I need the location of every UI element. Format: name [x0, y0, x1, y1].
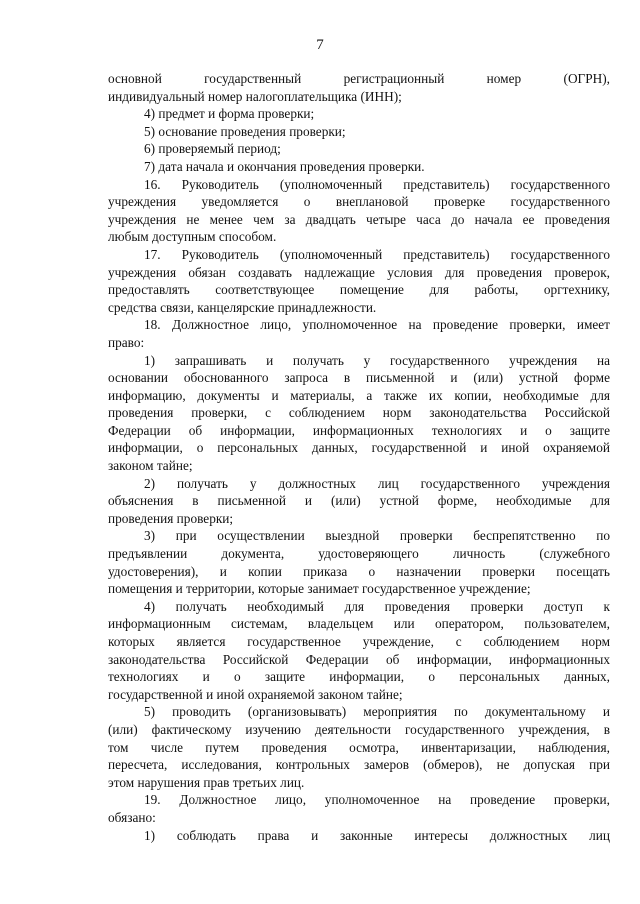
text-line: обязано: [108, 809, 156, 825]
text-line: 18. Должностное лицо, уполномоченное на проведение проверки, имеет [144, 317, 610, 333]
text-line: том числе путем проведения осмотра, инвентаризации, наблюдения, [108, 739, 610, 755]
text-line: учреждения не менее чем за двадцать четыре часа до начала ее проведения [108, 211, 610, 227]
document-body [108, 70, 610, 844]
text-line: право: [108, 334, 145, 350]
text-line: 5) основание проведения проверки; [144, 123, 346, 139]
text-line: 2) получать у должностных лиц государственного учреждения [144, 475, 610, 491]
text-line: (или) фактическому изучению деятельности государственного учреждения, в [108, 721, 610, 737]
text-line: основании обоснованного запроса в письменной и (или) устной форме [108, 370, 610, 386]
text-line: технологиях и о защите информации, о персональных данных, [108, 669, 610, 685]
text-line: законом тайне; [108, 458, 193, 474]
text-line: проведения проверки, с соблюдением норм законодательства Российской [108, 405, 610, 421]
text-line: удостоверения), и копии приказа о назначении проверки посещать [108, 563, 610, 579]
text-line: 6) проверяемый период; [144, 141, 281, 157]
text-line: 17. Руководитель (уполномоченный представитель) государственного [144, 246, 610, 262]
text-line: объяснения в письменной и (или) устной форме, необходимые для [108, 493, 610, 509]
text-line: учреждения обязан создавать надлежащие условия для проведения проверок, [108, 264, 610, 280]
text-line: которых является государственное учреждение, с соблюдением норм [108, 634, 610, 649]
text-line: Федерации об информации, информационных технологиях и о защите [108, 422, 610, 438]
text-line: 16. Руководитель (уполномоченный представитель) государственного [144, 176, 610, 192]
text-line: индивидуальный номер налогоплательщика (ИНН); [108, 88, 402, 104]
text-line: государственной и иной охраняемой законом тайне; [108, 686, 403, 702]
text-line: информацию, документы и материалы, а также их копии, необходимые для [108, 387, 610, 403]
text-line: 5) проводить (организовывать) мероприятия по документальному и [144, 704, 610, 720]
text-line: 1) запрашивать и получать у государственного учреждения на [144, 352, 610, 368]
text-line: 1) соблюдать права и законные интересы должностных лиц [144, 827, 610, 843]
text-line: 19. Должностное лицо, уполномоченное на проведение проверки, [144, 792, 610, 808]
text-line: пересчета, исследования, контрольных замеров (обмеров), не допуская при [108, 757, 610, 773]
text-line: средства связи, канцелярские принадлежности. [108, 299, 377, 315]
text-line: помещения и территории, которые занимает государственное учреждение; [108, 581, 531, 597]
page-number: 7 [316, 37, 324, 53]
text-line: законодательства Российской Федерации об информации, информационных [108, 651, 610, 667]
text-line: проведения проверки; [108, 510, 234, 526]
text-line: учреждения уведомляется о внеплановой проверке государственного [108, 194, 610, 210]
text-line: информационным системам, владельцем или оператором, пользователем, [108, 616, 610, 632]
text-line: предоставлять соответствующее помещение для работы, оргтехнику, [108, 282, 610, 298]
text-line: 7) дата начала и окончания проведения проверки. [144, 158, 425, 174]
text-line: 4) получать необходимый для проведения проверки доступ к [144, 598, 610, 614]
text-line: предъявлении документа, удостоверяющего личность (служебного [108, 546, 610, 562]
text-line: основной государственный регистрационный номер (ОГРН), [108, 71, 610, 86]
text-line: 4) предмет и форма проверки; [144, 106, 315, 122]
text-line: любым доступным способом. [108, 229, 277, 245]
text-line: 3) при осуществлении выездной проверки беспрепятственно по [144, 528, 610, 544]
text-line: этом нарушения прав третьих лиц. [108, 774, 305, 790]
text-line: информации, о персональных данных, государственной и иной охраняемой [108, 440, 610, 456]
